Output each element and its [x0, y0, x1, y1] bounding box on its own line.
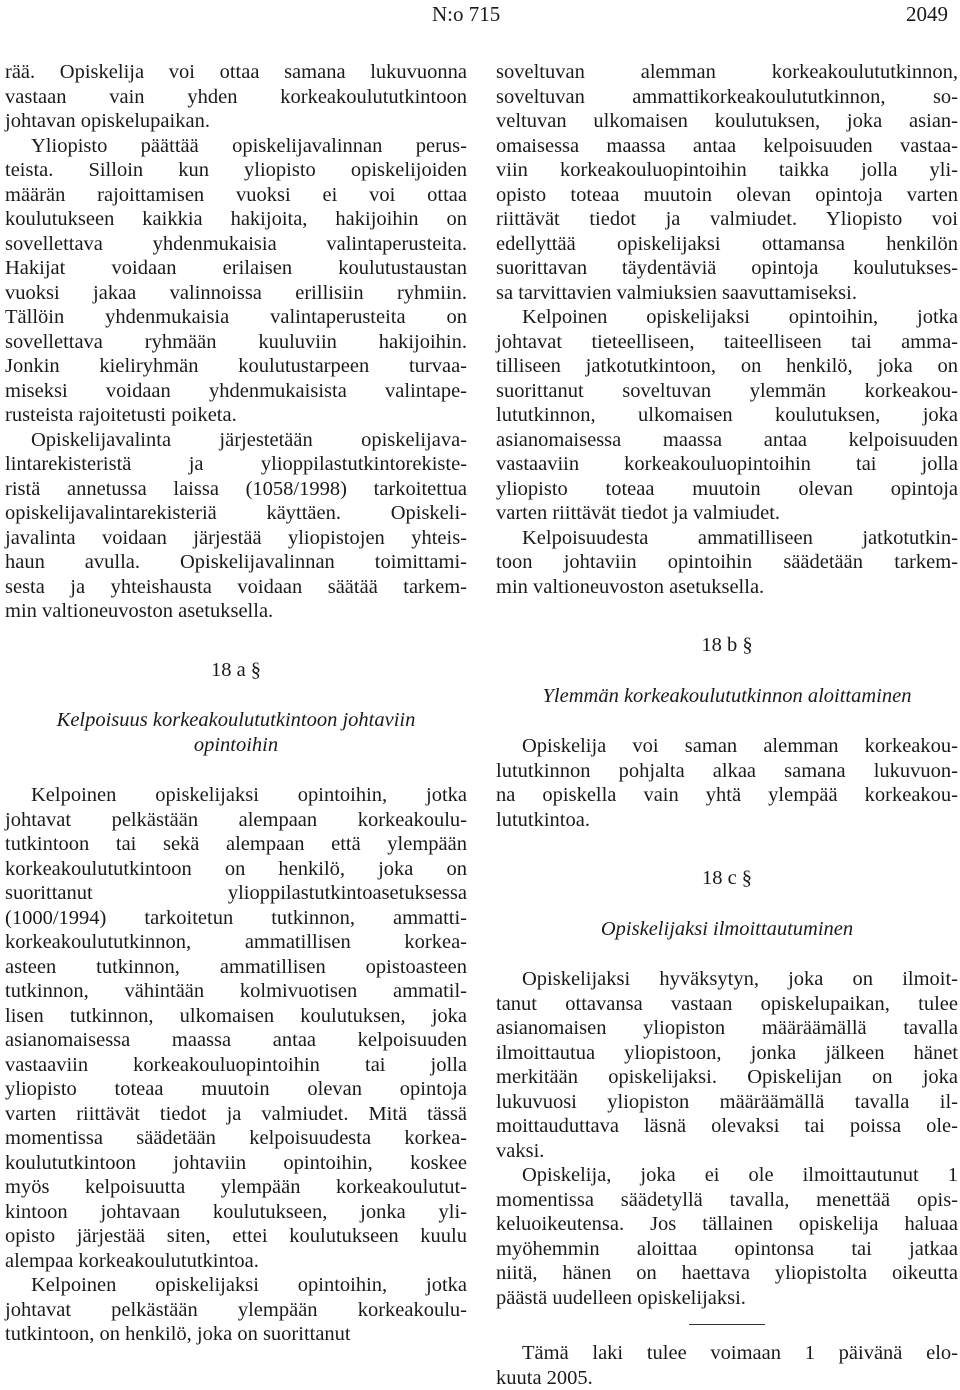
text-line: sesta ja yhteishausta voidaan säätää tarkem-	[5, 575, 467, 600]
text-line: johtavan opiskelupaikan.	[5, 109, 467, 134]
paragraph	[5, 1273, 467, 1347]
section-title: Ylemmän korkeakoulututkinnon aloittaminen	[496, 684, 958, 709]
text-line: merkitään opiskelijaksi. Opiskelijan on joka	[496, 1065, 958, 1090]
paragraph	[496, 967, 958, 1163]
text-line: kintoon johtavaan koulutukseen, jonka yli-	[5, 1200, 467, 1225]
text-line: Opiskelijaksi hyväksytyn, joka on ilmoit-	[496, 967, 958, 992]
text-line: opintoihin	[5, 733, 467, 758]
text-line: Hakijat voidaan erilaisen koulutustaustan	[5, 256, 467, 281]
text-line: haun avulla. Opiskelijavalinnan toimittami-	[5, 550, 467, 575]
text-line: lututkinnon, ulkomaisen koulutuksen, joka	[496, 403, 958, 428]
text-line: varten riittävät tiedot ja valmiudet.	[496, 501, 958, 526]
left-column	[5, 60, 467, 1347]
paragraph	[496, 305, 958, 526]
paragraph	[496, 734, 958, 832]
text-line: lisen tutkinnon, ulkomaisen koulutuksen, joka	[5, 1004, 467, 1029]
text-line: koulutukseen kaikkia hakijoita, hakijoihin on	[5, 207, 467, 232]
text-line: asianomaisessa maassa antaa kelpoisuuden	[5, 1028, 467, 1053]
text-line: teista. Silloin kun yliopisto opiskelijoiden	[5, 158, 467, 183]
text-line: Kelpoinen opiskelijaksi opintoihin, jotka	[5, 1273, 467, 1298]
statute-number: N:o 715	[432, 2, 500, 27]
text-line: momentissa säädetyllä tavalla, menettää opis-	[496, 1188, 958, 1213]
text-line: lututkinnon pohjalta alkaa samana lukuvuon-	[496, 759, 958, 784]
text-line: momentissa säädetään kelpoisuudesta korkea-	[5, 1126, 467, 1151]
text-line: na opiskella vain yhtä ylempää korkeakou-	[496, 783, 958, 808]
text-line: Opiskelija voi saman alemman korkeakou-	[496, 734, 958, 759]
paragraph	[496, 1163, 958, 1310]
text-line: Opiskelijavalinta järjestetään opiskelijava-	[5, 428, 467, 453]
text-line: suorittanut soveltuvan ylemmän korkeakou-	[496, 379, 958, 404]
text-line: toon johtaviin opintoihin säädetään tarkem-	[496, 550, 958, 575]
text-line: johtavat pelkästään alempaan korkeakoulu-	[5, 808, 467, 833]
text-line: yliopisto toteaa muutoin olevan opintoja	[496, 477, 958, 502]
text-line: Jonkin kieliryhmän koulutustarpeen turvaa-	[5, 354, 467, 379]
text-line: min valtioneuvoston asetuksella.	[5, 599, 467, 624]
text-line: kuuta 2005.	[496, 1366, 958, 1390]
text-line: Kelpoisuudesta ammatilliseen jatkotutkin-	[496, 526, 958, 551]
paragraph	[5, 134, 467, 428]
text-line: tilliseen jatkotutkintoon, on henkilö, joka on	[496, 354, 958, 379]
text-line: moittauduttava läsnä olevaksi tai poissa ole-	[496, 1114, 958, 1139]
text-line: opisto toteaa muutoin olevan opintoja varten	[496, 183, 958, 208]
right-column	[496, 60, 958, 1390]
text-line: opisto järjestää siten, ettei koulutukseen kuulu	[5, 1224, 467, 1249]
section-title	[5, 708, 467, 757]
section-heading: 18 c §	[496, 866, 958, 891]
text-line: johtavat tieteelliseen, taiteelliseen tai amma-	[496, 330, 958, 355]
text-line: tanut ottavansa vastaan opiskelupaikan, tulee	[496, 992, 958, 1017]
text-line: Kelpoinen opiskelijaksi opintoihin, jotka	[496, 305, 958, 330]
text-line: myös kelpoisuutta ylempään korkeakoulutut-	[5, 1175, 467, 1200]
page-header	[0, 2, 960, 32]
text-line: vastaan vain yhden korkeakoulututkintoon	[5, 85, 467, 110]
text-line: keluoikeutensa. Jos tällainen opiskelija haluaa	[496, 1212, 958, 1237]
text-line: asteen tutkinnon, ammatillisen opistoasteen	[5, 955, 467, 980]
text-line: rää. Opiskelija voi ottaa samana lukuvuonna	[5, 60, 467, 85]
text-line: vaksi.	[496, 1139, 958, 1164]
text-line: viin korkeakouluopintoihin taikka jolla yli-	[496, 158, 958, 183]
page-number: 2049	[906, 2, 948, 27]
section-title: Opiskelijaksi ilmoittautuminen	[496, 917, 958, 942]
text-line: suorittanut ylioppilastutkintoasetuksessa	[5, 881, 467, 906]
text-line: korkeakoulututkintoon on henkilö, joka on	[5, 857, 467, 882]
text-line: myöhemmin aloittaa opintonsa tai jatkaa	[496, 1237, 958, 1262]
text-line: (1000/1994) tarkoitetun tutkinnon, ammatti-	[5, 906, 467, 931]
text-line: opiskelijavalintarekisteriä käyttäen. Opiskeli-	[5, 501, 467, 526]
text-line: yliopisto toteaa muutoin olevan opintoja	[5, 1077, 467, 1102]
text-line: rusteista rajoitetusti poiketa.	[5, 403, 467, 428]
text-line: soveltuvan ammattikorkeakoulututkinnon, so-	[496, 85, 958, 110]
text-line: Tällöin yhdenmukaisia valintaperusteita on	[5, 305, 467, 330]
text-line: alempaa korkeakoulututkintoa.	[5, 1249, 467, 1274]
text-line: sa tarvittavien valmiuksien saavuttamiseksi.	[496, 281, 958, 306]
text-line: asianomaisen yliopiston määräämällä tavalla	[496, 1016, 958, 1041]
text-line: Kelpoisuus korkeakoulututkintoon johtaviin	[5, 708, 467, 733]
text-line: javalinta voidaan järjestää yliopistojen yhteis-	[5, 526, 467, 551]
text-line: Opiskelija, joka ei ole ilmoittautunut 1	[496, 1163, 958, 1188]
text-line: ilmoittautua yliopistoon, jonka jälkeen hänet	[496, 1041, 958, 1066]
paragraph	[5, 783, 467, 1273]
text-line: korkeakoulututkinnon, ammatillisen korkea-	[5, 930, 467, 955]
text-line: varten riittävät tiedot ja valmiudet. Mitä tässä	[5, 1102, 467, 1127]
text-line: Kelpoinen opiskelijaksi opintoihin, jotka	[5, 783, 467, 808]
text-line: Yliopisto päättää opiskelijavalinnan perus-	[5, 134, 467, 159]
text-line: edellyttää opiskelijaksi ottamansa henkilön	[496, 232, 958, 257]
text-line: koulututkintoon johtaviin opintoihin, koskee	[5, 1151, 467, 1176]
text-line: miseksi voidaan yhdenmukaisista valintape-	[5, 379, 467, 404]
paragraph	[5, 60, 467, 134]
text-line: vuoksi jakaa valinnoissa erillisiin ryhmiin.	[5, 281, 467, 306]
paragraph	[496, 526, 958, 600]
text-line: niitä, hänen on haettava yliopistolta oikeutta	[496, 1261, 958, 1286]
text-line: johtavat pelkästään ylempään korkeakoulu-	[5, 1298, 467, 1323]
text-line: Tämä laki tulee voimaan 1 päivänä elo-	[496, 1341, 958, 1366]
text-line: veltuvan ulkomaisen koulutuksen, joka asian-	[496, 109, 958, 134]
paragraph	[496, 60, 958, 305]
text-line: lututkintoa.	[496, 808, 958, 833]
text-line: määrän rajoittamisen vuoksi ei voi ottaa	[5, 183, 467, 208]
text-line: tutkinnon, vähintään kolmivuotisen ammatil-	[5, 979, 467, 1004]
text-line: soveltuvan alemman korkeakoulututkinnon,	[496, 60, 958, 85]
section-heading: 18 a §	[5, 658, 467, 683]
text-line: sovellettava ryhmään kuuluviin hakijoihin.	[5, 330, 467, 355]
text-line: sovellettava yhdenmukaisia valintaperusteita.	[5, 232, 467, 257]
paragraph	[496, 1341, 958, 1390]
paragraph	[5, 428, 467, 624]
text-line: riittävät tiedot ja valmiudet. Yliopisto voi	[496, 207, 958, 232]
text-line: vastaaviin korkeakouluopintoihin tai jolla	[496, 452, 958, 477]
closing-rule	[689, 1324, 765, 1325]
text-line: vastaaviin korkeakouluopintoihin tai jolla	[5, 1053, 467, 1078]
text-line: asianomaisessa maassa antaa kelpoisuuden	[496, 428, 958, 453]
text-line: tutkintoon, on henkilö, joka on suorittanut	[5, 1322, 467, 1347]
section-heading: 18 b §	[496, 633, 958, 658]
text-line: tutkintoon tai sekä alempaan että ylempään	[5, 832, 467, 857]
text-line: ristä annetussa laissa (1058/1998) tarkoitettua	[5, 477, 467, 502]
text-line: suorittavan täydentäviä opintoja koulutukses-	[496, 256, 958, 281]
text-line: min valtioneuvoston asetuksella.	[496, 575, 958, 600]
text-line: päästä uudelleen opiskelijaksi.	[496, 1286, 958, 1311]
text-line: lukuvuosi yliopiston määräämällä tavalla il-	[496, 1090, 958, 1115]
text-line: omaisessa maassa antaa kelpoisuuden vastaa-	[496, 134, 958, 159]
text-line: lintarekisteristä ja ylioppilastutkintorekiste-	[5, 452, 467, 477]
